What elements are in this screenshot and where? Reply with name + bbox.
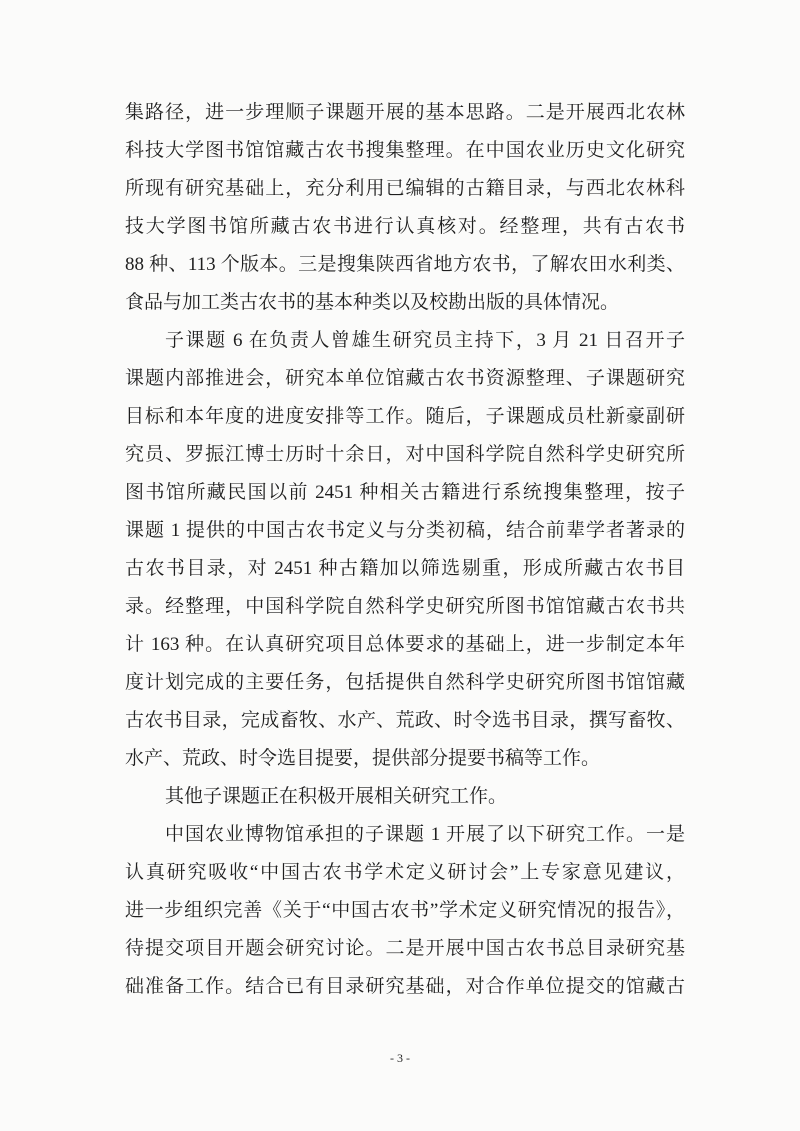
body-text — [125, 94, 685, 1006]
paragraph-subproject-6 — [125, 322, 685, 778]
text-line: 计 163 种。在认真研究项目总体要求的基础上，进一步制定本年 — [125, 634, 685, 655]
text-line: 课题内部推进会，研究本单位馆藏古农书资源整理、子课题研究 — [125, 368, 685, 389]
text-line: 究员、罗振江博士历时十余日，对中国科学院自然科学史研究所 — [125, 444, 685, 465]
text-line: 认真研究吸收“中国古农书学术定义研讨会”上专家意见建议， — [125, 862, 685, 883]
text-line: 集路径，进一步理顺子课题开展的基本思路。二是开展西北农林 — [125, 102, 685, 123]
text-line: 进一步组织完善《关于“中国古农书”学术定义研究情况的报告》， — [125, 900, 685, 921]
paragraph-subproject-1 — [125, 816, 685, 1006]
text-line: 古农书目录，完成畜牧、水产、荒政、时令选书目录，撰写畜牧、 — [125, 710, 685, 731]
text-line: 础准备工作。结合已有目录研究基础，对合作单位提交的馆藏古 — [125, 976, 685, 997]
text-line: 中国农业博物馆承担的子课题 1 开展了以下研究工作。一是 — [165, 824, 685, 845]
text-line: 待提交项目开题会研究讨论。二是开展中国古农书总目录研究基 — [125, 938, 685, 959]
text-line: 目标和本年度的进度安排等工作。随后，子课题成员杜新豪副研 — [125, 406, 685, 427]
text-line: 古农书目录，对 2451 种古籍加以筛选剔重，形成所藏古农书目 — [125, 558, 685, 579]
text-line: 水产、荒政、时令选目提要，提供部分提要书稿等工作。 — [125, 748, 601, 769]
text-line: 录。经整理，中国科学院自然科学史研究所图书馆馆藏古农书共 — [125, 596, 685, 617]
paragraph-continued — [125, 94, 685, 322]
text-line: 88 种、113 个版本。三是搜集陕西省地方农书，了解农田水利类、 — [125, 254, 685, 275]
text-line: 其他子课题正在积极开展相关研究工作。 — [165, 786, 508, 807]
text-line: 技大学图书馆所藏古农书进行认真核对。经整理，共有古农书 — [125, 216, 685, 237]
page-number: - 3 - — [390, 1051, 410, 1065]
text-line: 所现有研究基础上，充分利用已编辑的古籍目录，与西北农林科 — [125, 178, 685, 199]
text-line: 科技大学图书馆馆藏古农书搜集整理。在中国农业历史文化研究 — [125, 140, 685, 161]
text-line: 课题 1 提供的中国古农书定义与分类初稿，结合前辈学者著录的 — [125, 520, 685, 541]
text-line: 食品与加工类古农书的基本种类以及校勘出版的具体情况。 — [125, 292, 620, 313]
paragraph-other-subprojects — [125, 778, 685, 816]
text-line: 度计划完成的主要任务，包括提供自然科学史研究所图书馆馆藏 — [125, 672, 685, 693]
text-line: 图书馆所藏民国以前 2451 种相关古籍进行系统搜集整理，按子 — [125, 482, 685, 503]
text-line: 子课题 6 在负责人曾雄生研究员主持下，3 月 21 日召开子 — [165, 330, 685, 351]
